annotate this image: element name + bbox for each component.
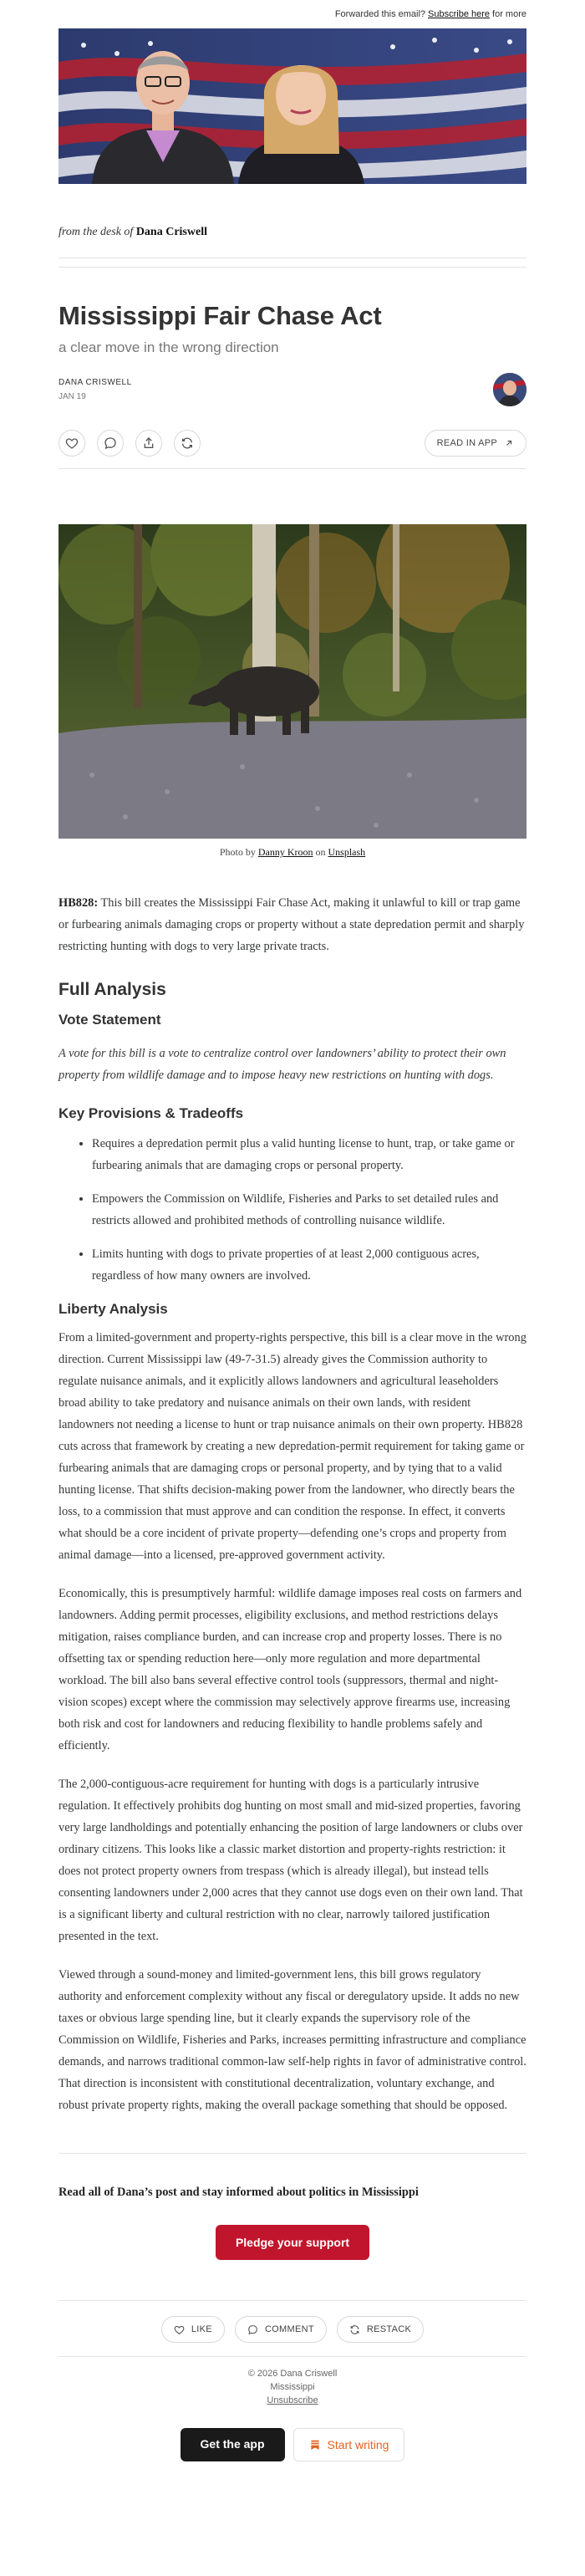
intro-paragraph bbox=[58, 892, 526, 957]
analysis-paragraph: Viewed through a sound-money and limited-government lens, this bill grows regulatory authority and enforcement complexity without any fiscal or deregulatory upside. It adds no new taxes or obvious large spending line, but it clearly expands the supervisory role of the Commission on Wildlife, Fisheries and Parks, increases permitting infrastructure and compliance demands, and narrows traditional common-law self-help rights in favor of administrative control. That direction is inconsistent with constitutional decentralization, voluntary exchange, and robust private property rights, making the overall package something that should be opposed. bbox=[58, 1968, 526, 2112]
location: Mississippi bbox=[270, 2382, 315, 2392]
start-writing-label: Start writing bbox=[327, 2438, 389, 2451]
copyright: © 2026 Dana Criswell bbox=[247, 2369, 338, 2379]
provisions-list bbox=[58, 1133, 526, 1287]
from-desk-line bbox=[58, 226, 526, 239]
divider bbox=[58, 468, 526, 469]
divider bbox=[58, 2356, 526, 2357]
flag-portrait-illustration bbox=[58, 28, 526, 184]
app-row bbox=[58, 2428, 526, 2461]
restack-label: RESTACK bbox=[366, 2324, 412, 2334]
liberty-analysis-heading: Liberty Analysis bbox=[58, 1301, 168, 1317]
restack-icon bbox=[181, 436, 194, 450]
avatar-image bbox=[493, 373, 526, 406]
post-date: JAN 19 bbox=[58, 392, 86, 401]
full-analysis-heading: Full Analysis bbox=[58, 980, 166, 999]
photo-caption bbox=[58, 846, 526, 859]
heart-icon bbox=[65, 436, 79, 450]
caption-on: on bbox=[315, 846, 326, 858]
post-subtitle: a clear move in the wrong direction bbox=[58, 339, 279, 355]
bill-label: HB828: bbox=[58, 896, 99, 910]
preheader-prefix: Forwarded this email? bbox=[334, 9, 426, 19]
preheader bbox=[58, 0, 526, 28]
divider bbox=[58, 2153, 526, 2154]
read-in-app-label: READ IN APP bbox=[436, 438, 497, 448]
unsplash-link[interactable]: Unsplash bbox=[328, 846, 366, 858]
analysis-paragraph: Economically, this is presumptively harmful: wildlife damage imposes real costs on farmers and landowners. Adding permit processes, eligibility exclusions, and method restrictions delays mitigation, raises compliance burden, and can increase crop and property losses. There is no offsetting tax or spending reduction here—only more regulation and more departmental workload. The bill also bans several effective control tools (suppressors, thermal and night-vision scopes) except where the commission may selectively approve firearms use, increasing both risk and cost for landowners and reducing flexibility to handle problems safely and efficiently. bbox=[58, 1587, 522, 1752]
footer-restack-button[interactable] bbox=[337, 2316, 424, 2343]
subscribe-link[interactable]: Subscribe here bbox=[428, 9, 491, 19]
list-item: • Limits hunting with dogs to private properties of at least 2,000 contiguous acres, regardless of how many owners are involved. bbox=[92, 1243, 526, 1287]
get-app-button[interactable]: Get the app bbox=[181, 2428, 285, 2461]
desk-name: Dana Criswell bbox=[135, 226, 207, 238]
comment-label: COMMENT bbox=[264, 2324, 314, 2334]
wild-boar-photo bbox=[58, 524, 526, 839]
post-title[interactable]: Mississippi Fair Chase Act bbox=[58, 301, 382, 330]
footer-actions bbox=[58, 2316, 526, 2343]
comment-icon bbox=[104, 436, 117, 450]
vote-statement-heading: Vote Statement bbox=[58, 1012, 161, 1028]
key-provisions-heading: Key Provisions & Tradeoffs bbox=[58, 1105, 244, 1121]
footer-like-button[interactable] bbox=[161, 2316, 225, 2343]
comment-button[interactable] bbox=[97, 430, 124, 457]
desk-prefix: from the desk of bbox=[58, 226, 134, 238]
read-in-app-button[interactable] bbox=[425, 430, 526, 457]
analysis-paragraph: The 2,000-contiguous-acre requirement for hunting with dogs is a particularly intrusive regulation. It effectively prohibits dog hunting on most small and mid-sized properties, favoring very large landholdings and potentially enhancing the position of large landowners or clubs over ordinary citizens. This looks like a classic market distortion and property-rights restriction: it does not protect property owners from trespass (which is already illegal), but instead tells consenting landowners under 2,000 acres that they cannot use dogs even on their own land. That is a significant liberty and cultural restriction with no clear, narrowly tailored justification presented in the text. bbox=[58, 1778, 523, 1943]
like-label: LIKE bbox=[191, 2324, 212, 2334]
photographer-link[interactable]: Danny Kroon bbox=[257, 846, 313, 858]
header-banner-image bbox=[58, 28, 526, 184]
pledge-support-button[interactable]: Pledge your support bbox=[216, 2225, 369, 2260]
list-item: • Requires a depredation permit plus a valid hunting license to hunt, trap, or take game or furbearing animals that are damaging crops or personal property. bbox=[92, 1133, 526, 1176]
analysis-paragraph: From a limited-government and property-rights perspective, this bill is a clear move in the wrong direction. Current Mississippi law (49-7-31.5) already gives the Commission authority to regulate nuisance animals, and it explicitly allows landowners and agricultural leaseholders broad ability to take predatory and nuisance animals on their own lands, with resident landowners not needing a license to hunt or trap nuisance animals on their own property. HB828 cuts across that framework by creating a new depredation-permit requirement for taking game or furbearing animals that are damaging crops or personal property, and by tying that to a valid hunting license. That shifts decision-making power from the landowner, who directly bears the loss, to a commission that must approve and can condition the response. In effect, it converts what should be a core incident of private property—defending one’s crops and property from animal damage—into a licensed, pre-approved government activity. bbox=[58, 1331, 526, 1562]
divider bbox=[58, 267, 526, 268]
heart-icon bbox=[174, 2324, 185, 2335]
like-button[interactable] bbox=[58, 430, 85, 457]
start-writing-button[interactable] bbox=[293, 2428, 405, 2461]
preheader-suffix: for more bbox=[492, 9, 526, 19]
article-body bbox=[58, 892, 526, 2116]
restack-button[interactable] bbox=[174, 430, 201, 457]
share-button[interactable] bbox=[135, 430, 162, 457]
post-actions bbox=[58, 430, 526, 457]
list-item: • Empowers the Commission on Wildlife, Fisheries and Parks to set detailed rules and restricts allowed and prohibited methods of controlling nuisance wildlife. bbox=[92, 1188, 526, 1232]
restack-icon bbox=[349, 2324, 360, 2335]
article-photo bbox=[58, 524, 526, 839]
author-name[interactable]: DANA CRISWELL bbox=[58, 378, 132, 387]
avatar[interactable] bbox=[493, 373, 526, 406]
footer-comment-button[interactable] bbox=[235, 2316, 327, 2343]
divider bbox=[58, 2300, 526, 2301]
byline bbox=[58, 373, 526, 406]
share-icon bbox=[142, 436, 155, 450]
intro-text: This bill creates the Mississippi Fair Chase Act, making it unlawful to kill or trap game or furbearing animals damaging crops or property without a state depredation permit and sharply restricting hunting with dogs to very large private tracts. bbox=[58, 896, 525, 953]
substack-logo-icon bbox=[309, 2439, 321, 2451]
external-arrow-icon bbox=[504, 438, 514, 448]
footer bbox=[58, 2367, 526, 2407]
caption-prefix: Photo by bbox=[219, 846, 256, 858]
cta-text: Read all of Dana’s post and stay informed about politics in Mississippi bbox=[58, 2186, 419, 2199]
unsubscribe-link[interactable]: Unsubscribe bbox=[267, 2395, 318, 2405]
comment-icon bbox=[247, 2324, 258, 2335]
vote-statement-text: A vote for this bill is a vote to centralize control over landowners’ ability to protect their own property from wildlife damage and to impose heavy new restrictions on hunting with dogs. bbox=[58, 1047, 506, 1082]
